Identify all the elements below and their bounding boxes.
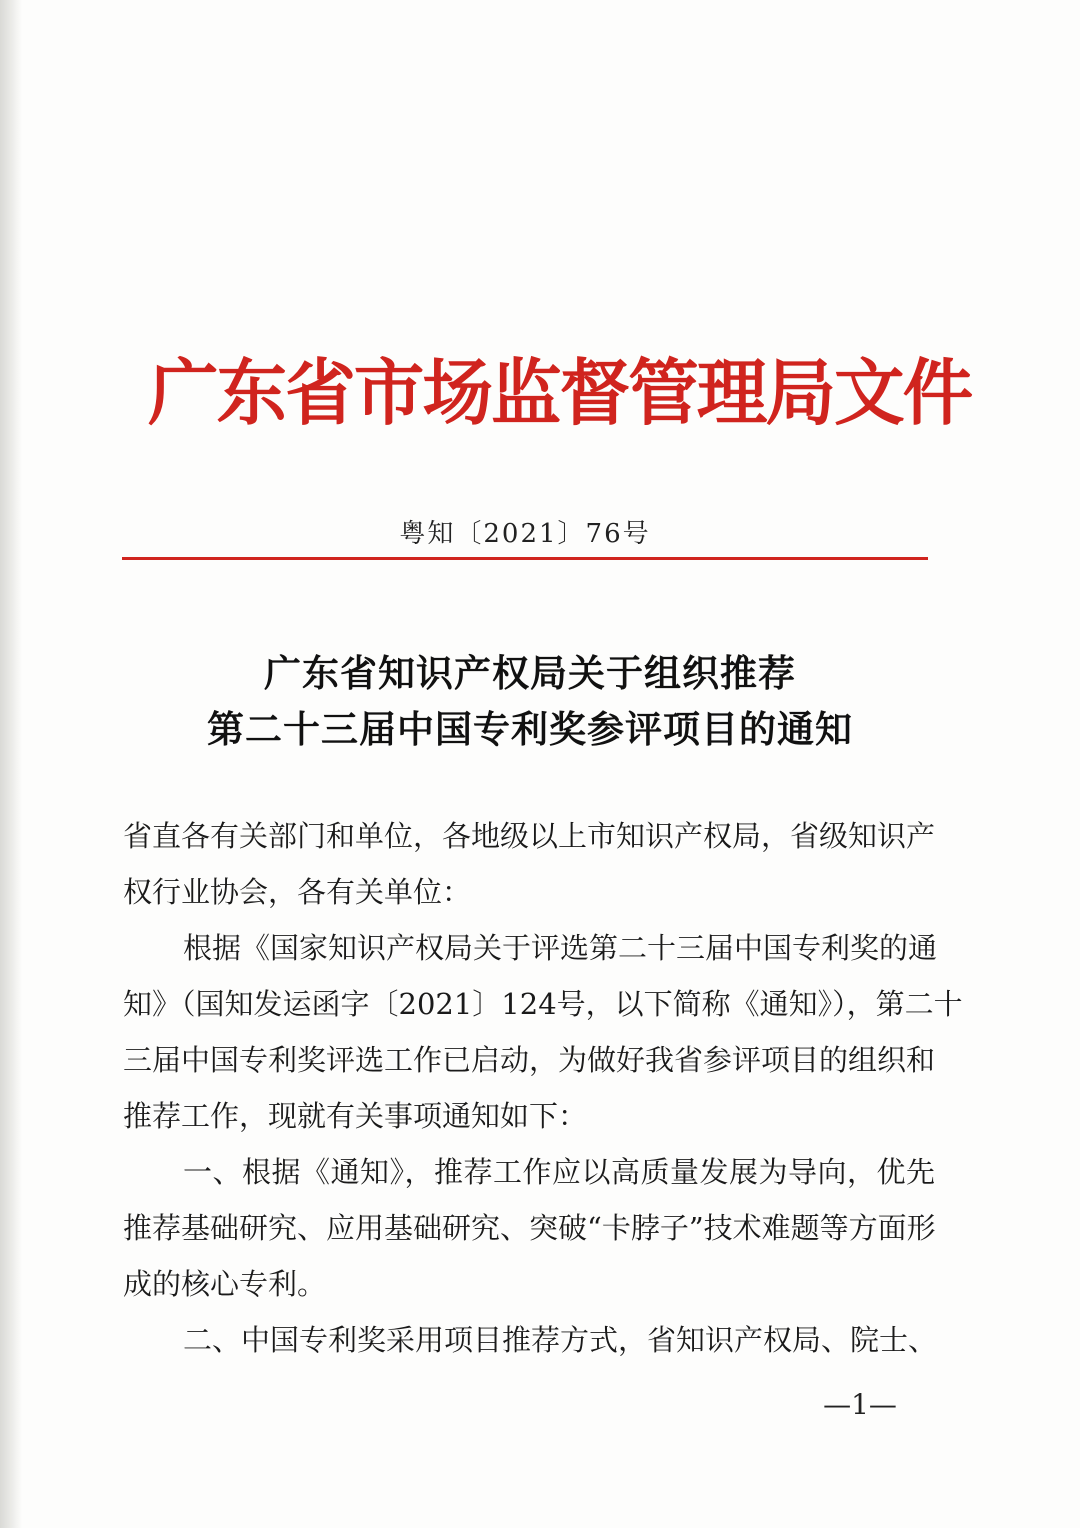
body-text-line: 根据《国家知识产权局关于评选第二十三届中国专利奖的通 [183,931,938,965]
notice-title-line-1: 广东省知识产权局关于组织推荐 [264,651,796,695]
notice-title-line-2: 第二十三届中国专利奖参评项目的通知 [207,707,853,751]
page-number: —1— [823,1388,897,1421]
body-text-line: 三届中国专利奖评选工作已启动，为做好我省参评项目的组织和 [123,1043,936,1077]
body-text-line: 省直各有关部门和单位，各地级以上市知识产权局，省级知识产 [123,819,936,853]
body-text-line: 权行业协会，各有关单位： [123,875,472,909]
body-text-line: 成的核心专利。 [123,1267,327,1301]
red-divider-line [122,557,928,560]
body-text-line: 知》（国知发运函字〔2021〕124号，以下简称《通知》），第二十 [123,987,963,1021]
document-number: 粤知〔2021〕76号 [399,519,651,549]
issuing-authority-header: 广东省市场监督管理局文件 [148,350,972,435]
body-text-line: 推荐工作，现就有关事项通知如下： [123,1099,588,1133]
body-text-line: 二、中国专利奖采用项目推荐方式，省知识产权局、院士、 [183,1323,938,1357]
body-text-line: 推荐基础研究、应用基础研究、突破“卡脖子”技术难题等方面形 [123,1211,936,1245]
page-edge-shadow [0,0,22,1528]
body-text-line: 一、根据《通知》，推荐工作应以高质量发展为导向，优先 [183,1155,935,1189]
